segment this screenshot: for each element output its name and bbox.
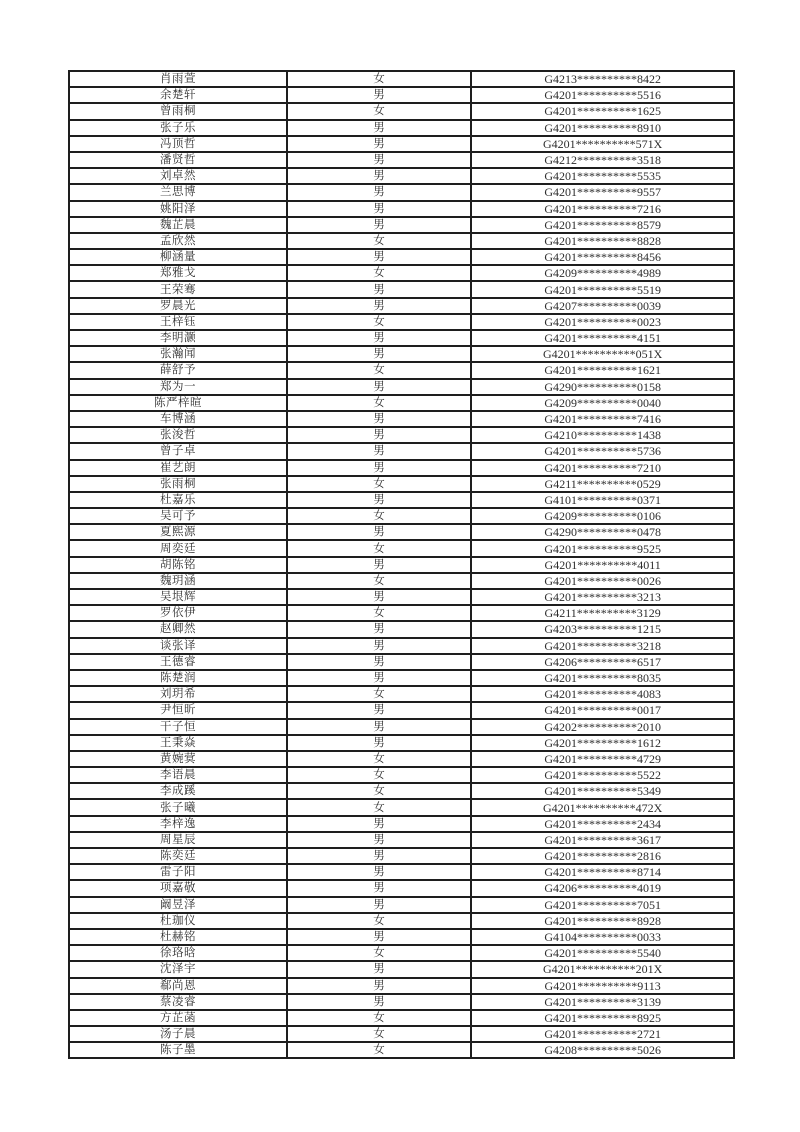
gender-cell: 女 — [287, 540, 471, 556]
id-cell: G4201**********2816 — [471, 848, 734, 864]
gender-cell: 男 — [287, 492, 471, 508]
name-cell: 王德睿 — [69, 654, 287, 670]
id-cell: G4212**********3518 — [471, 152, 734, 168]
id-cell: G4203**********1215 — [471, 621, 734, 637]
table-row — [69, 945, 734, 961]
table-row — [69, 103, 734, 119]
table-row — [69, 281, 734, 297]
table-row — [69, 201, 734, 217]
gender-cell: 女 — [287, 783, 471, 799]
id-cell: G4201**********0017 — [471, 702, 734, 718]
name-cell: 王秉焱 — [69, 735, 287, 751]
name-cell: 罗晨光 — [69, 298, 287, 314]
name-cell: 李梓逸 — [69, 816, 287, 832]
gender-cell: 男 — [287, 330, 471, 346]
table-row — [69, 832, 734, 848]
id-cell: G4201**********8714 — [471, 864, 734, 880]
table-row — [69, 540, 734, 556]
name-cell: 李明灏 — [69, 330, 287, 346]
name-cell: 车博涵 — [69, 411, 287, 427]
table-row — [69, 265, 734, 281]
id-cell: G4101**********0371 — [471, 492, 734, 508]
id-cell: G4201**********3139 — [471, 994, 734, 1010]
name-cell: 薛舒予 — [69, 362, 287, 378]
id-cell: G4201**********0026 — [471, 573, 734, 589]
gender-cell: 女 — [287, 508, 471, 524]
table-row — [69, 557, 734, 573]
gender-cell: 男 — [287, 719, 471, 735]
name-cell: 周奕廷 — [69, 540, 287, 556]
id-cell: G4104**********0033 — [471, 929, 734, 945]
gender-cell: 女 — [287, 945, 471, 961]
id-cell: G4201**********4083 — [471, 686, 734, 702]
table-row — [69, 379, 734, 395]
table-row — [69, 783, 734, 799]
table-row — [69, 848, 734, 864]
name-cell: 蔡凌睿 — [69, 994, 287, 1010]
gender-cell: 女 — [287, 314, 471, 330]
gender-cell: 男 — [287, 217, 471, 233]
gender-cell: 男 — [287, 120, 471, 136]
id-cell: G4206**********6517 — [471, 654, 734, 670]
table-row — [69, 476, 734, 492]
table-row — [69, 1042, 734, 1058]
name-cell: 孟欣然 — [69, 233, 287, 249]
gender-cell: 女 — [287, 751, 471, 767]
id-cell: G4201**********4011 — [471, 557, 734, 573]
name-cell: 崔艺朗 — [69, 460, 287, 476]
name-cell: 杜赫铭 — [69, 929, 287, 945]
gender-cell: 女 — [287, 573, 471, 589]
name-cell: 陈子墨 — [69, 1042, 287, 1058]
gender-cell: 女 — [287, 799, 471, 815]
id-cell: G4201**********4729 — [471, 751, 734, 767]
id-cell: G4201**********5540 — [471, 945, 734, 961]
gender-cell: 男 — [287, 184, 471, 200]
table-row — [69, 249, 734, 265]
id-cell: G4207**********0039 — [471, 298, 734, 314]
gender-cell: 女 — [287, 103, 471, 119]
table-row — [69, 638, 734, 654]
id-cell: G4201**********8928 — [471, 913, 734, 929]
name-cell: 陈奕廷 — [69, 848, 287, 864]
gender-cell: 男 — [287, 816, 471, 832]
name-cell: 刘卓然 — [69, 168, 287, 184]
gender-cell: 女 — [287, 233, 471, 249]
id-cell: G4201**********5519 — [471, 281, 734, 297]
name-cell: 雷子阳 — [69, 864, 287, 880]
table-row — [69, 702, 734, 718]
id-cell: G4201**********8910 — [471, 120, 734, 136]
gender-cell: 男 — [287, 897, 471, 913]
id-cell: G4201**********472X — [471, 799, 734, 815]
id-cell: G4201**********7216 — [471, 201, 734, 217]
table-row — [69, 573, 734, 589]
id-cell: G4206**********4019 — [471, 880, 734, 896]
gender-cell: 男 — [287, 136, 471, 152]
table-row — [69, 298, 734, 314]
table-row — [69, 71, 734, 87]
table-row — [69, 816, 734, 832]
name-cell: 柳涵量 — [69, 249, 287, 265]
id-cell: G4201**********5349 — [471, 783, 734, 799]
gender-cell: 女 — [287, 605, 471, 621]
table-row — [69, 897, 734, 913]
gender-cell: 男 — [287, 670, 471, 686]
name-cell: 肖雨萱 — [69, 71, 287, 87]
id-cell: G4201**********7416 — [471, 411, 734, 427]
gender-cell: 男 — [287, 961, 471, 977]
name-cell: 杜珈仪 — [69, 913, 287, 929]
id-cell: G4201**********5522 — [471, 767, 734, 783]
name-cell: 李成蹊 — [69, 783, 287, 799]
id-cell: G4201**********8035 — [471, 670, 734, 686]
table-row — [69, 168, 734, 184]
gender-cell: 女 — [287, 265, 471, 281]
name-cell: 赵卿然 — [69, 621, 287, 637]
table-row — [69, 152, 734, 168]
gender-cell: 女 — [287, 913, 471, 929]
name-cell: 张子乐 — [69, 120, 287, 136]
table-row — [69, 654, 734, 670]
name-cell: 吴可予 — [69, 508, 287, 524]
name-cell: 陈楚润 — [69, 670, 287, 686]
table-row — [69, 330, 734, 346]
name-cell: 尹恒昕 — [69, 702, 287, 718]
id-cell: G4202**********2010 — [471, 719, 734, 735]
table-row — [69, 880, 734, 896]
id-cell: G4201**********1612 — [471, 735, 734, 751]
id-cell: G4201**********5516 — [471, 87, 734, 103]
name-cell: 李语晨 — [69, 767, 287, 783]
id-cell: G4201**********8828 — [471, 233, 734, 249]
id-cell: G4211**********0529 — [471, 476, 734, 492]
name-cell: 汤子晨 — [69, 1026, 287, 1042]
name-cell: 张瀚闻 — [69, 346, 287, 362]
gender-cell: 男 — [287, 880, 471, 896]
gender-cell: 女 — [287, 362, 471, 378]
name-cell: 沈泽宇 — [69, 961, 287, 977]
name-cell: 姚阳泽 — [69, 201, 287, 217]
name-cell: 兰思博 — [69, 184, 287, 200]
name-cell: 杜嘉乐 — [69, 492, 287, 508]
name-cell: 方芷菡 — [69, 1010, 287, 1026]
name-cell: 项嘉敬 — [69, 880, 287, 896]
id-cell: G4201**********8456 — [471, 249, 734, 265]
gender-cell: 男 — [287, 524, 471, 540]
id-cell: G4201**********5535 — [471, 168, 734, 184]
gender-cell: 男 — [287, 621, 471, 637]
roster-table — [68, 70, 735, 1059]
gender-cell: 男 — [287, 443, 471, 459]
table-row — [69, 994, 734, 1010]
roster-table-body — [69, 71, 734, 1058]
name-cell: 夏熙源 — [69, 524, 287, 540]
gender-cell: 男 — [287, 379, 471, 395]
gender-cell: 男 — [287, 848, 471, 864]
name-cell: 王荣骞 — [69, 281, 287, 297]
table-row — [69, 961, 734, 977]
gender-cell: 男 — [287, 87, 471, 103]
table-row — [69, 621, 734, 637]
id-cell: G4201**********8925 — [471, 1010, 734, 1026]
gender-cell: 男 — [287, 832, 471, 848]
table-row — [69, 217, 734, 233]
gender-cell: 女 — [287, 1042, 471, 1058]
id-cell: G4201**********9525 — [471, 540, 734, 556]
gender-cell: 男 — [287, 281, 471, 297]
gender-cell: 男 — [287, 249, 471, 265]
table-row — [69, 346, 734, 362]
name-cell: 曾子卓 — [69, 443, 287, 459]
name-cell: 周星辰 — [69, 832, 287, 848]
table-row — [69, 411, 734, 427]
gender-cell: 女 — [287, 1010, 471, 1026]
gender-cell: 女 — [287, 395, 471, 411]
name-cell: 黄婉蓂 — [69, 751, 287, 767]
gender-cell: 男 — [287, 638, 471, 654]
table-row — [69, 460, 734, 476]
gender-cell: 男 — [287, 411, 471, 427]
gender-cell: 男 — [287, 929, 471, 945]
gender-cell: 男 — [287, 702, 471, 718]
name-cell: 张浚哲 — [69, 427, 287, 443]
id-cell: G4290**********0158 — [471, 379, 734, 395]
gender-cell: 男 — [287, 735, 471, 751]
gender-cell: 男 — [287, 994, 471, 1010]
id-cell: G4209**********4989 — [471, 265, 734, 281]
table-row — [69, 686, 734, 702]
id-cell: G4201**********1625 — [471, 103, 734, 119]
table-row — [69, 443, 734, 459]
name-cell: 王梓钰 — [69, 314, 287, 330]
gender-cell: 男 — [287, 201, 471, 217]
table-row — [69, 427, 734, 443]
name-cell: 郗尚恩 — [69, 978, 287, 994]
gender-cell: 男 — [287, 557, 471, 573]
table-row — [69, 929, 734, 945]
id-cell: G4211**********3129 — [471, 605, 734, 621]
name-cell: 潘贤哲 — [69, 152, 287, 168]
gender-cell: 男 — [287, 346, 471, 362]
table-row — [69, 670, 734, 686]
id-cell: G4201**********7051 — [471, 897, 734, 913]
gender-cell: 男 — [287, 978, 471, 994]
name-cell: 冯顶哲 — [69, 136, 287, 152]
name-cell: 吴垠辉 — [69, 589, 287, 605]
name-cell: 余楚轩 — [69, 87, 287, 103]
table-row — [69, 735, 734, 751]
id-cell: G4201**********3213 — [471, 589, 734, 605]
id-cell: G4201**********3218 — [471, 638, 734, 654]
id-cell: G4201**********3617 — [471, 832, 734, 848]
id-cell: G4201**********4151 — [471, 330, 734, 346]
id-cell: G4201**********7210 — [471, 460, 734, 476]
name-cell: 徐珞晗 — [69, 945, 287, 961]
table-row — [69, 605, 734, 621]
id-cell: G4201**********201X — [471, 961, 734, 977]
table-row — [69, 233, 734, 249]
gender-cell: 男 — [287, 427, 471, 443]
table-row — [69, 492, 734, 508]
gender-cell: 男 — [287, 654, 471, 670]
id-cell: G4201**********051X — [471, 346, 734, 362]
id-cell: G4201**********9113 — [471, 978, 734, 994]
gender-cell: 男 — [287, 864, 471, 880]
table-row — [69, 719, 734, 735]
table-row — [69, 767, 734, 783]
gender-cell: 女 — [287, 476, 471, 492]
id-cell: G4201**********1621 — [471, 362, 734, 378]
name-cell: 刘玥希 — [69, 686, 287, 702]
gender-cell: 男 — [287, 589, 471, 605]
id-cell: G4210**********1438 — [471, 427, 734, 443]
id-cell: G4209**********0106 — [471, 508, 734, 524]
name-cell: 阚昱泽 — [69, 897, 287, 913]
id-cell: G4201**********2721 — [471, 1026, 734, 1042]
name-cell: 陈严梓暄 — [69, 395, 287, 411]
table-row — [69, 913, 734, 929]
gender-cell: 女 — [287, 767, 471, 783]
id-cell: G4201**********2434 — [471, 816, 734, 832]
gender-cell: 男 — [287, 152, 471, 168]
gender-cell: 男 — [287, 460, 471, 476]
name-cell: 郑为一 — [69, 379, 287, 395]
id-cell: G4209**********0040 — [471, 395, 734, 411]
id-cell: G4201**********571X — [471, 136, 734, 152]
name-cell: 郑雅戈 — [69, 265, 287, 281]
id-cell: G4201**********5736 — [471, 443, 734, 459]
table-row — [69, 751, 734, 767]
id-cell: G4213**********8422 — [471, 71, 734, 87]
name-cell: 曾雨桐 — [69, 103, 287, 119]
gender-cell: 女 — [287, 1026, 471, 1042]
table-row — [69, 1010, 734, 1026]
id-cell: G4290**********0478 — [471, 524, 734, 540]
name-cell: 罗依伊 — [69, 605, 287, 621]
table-row — [69, 589, 734, 605]
name-cell: 张雨桐 — [69, 476, 287, 492]
table-row — [69, 120, 734, 136]
name-cell: 干子恒 — [69, 719, 287, 735]
name-cell: 魏玥涵 — [69, 573, 287, 589]
gender-cell: 男 — [287, 168, 471, 184]
table-row — [69, 978, 734, 994]
gender-cell: 男 — [287, 298, 471, 314]
name-cell: 张子曦 — [69, 799, 287, 815]
table-row — [69, 524, 734, 540]
table-row — [69, 799, 734, 815]
table-row — [69, 87, 734, 103]
table-row — [69, 184, 734, 200]
table-row — [69, 136, 734, 152]
id-cell: G4208**********5026 — [471, 1042, 734, 1058]
name-cell: 谈张译 — [69, 638, 287, 654]
table-row — [69, 508, 734, 524]
table-row — [69, 362, 734, 378]
id-cell: G4201**********8579 — [471, 217, 734, 233]
table-row — [69, 395, 734, 411]
gender-cell: 女 — [287, 71, 471, 87]
id-cell: G4201**********9557 — [471, 184, 734, 200]
gender-cell: 女 — [287, 686, 471, 702]
table-row — [69, 864, 734, 880]
name-cell: 魏芷晨 — [69, 217, 287, 233]
table-row — [69, 1026, 734, 1042]
table-row — [69, 314, 734, 330]
id-cell: G4201**********0023 — [471, 314, 734, 330]
name-cell: 胡陈铭 — [69, 557, 287, 573]
